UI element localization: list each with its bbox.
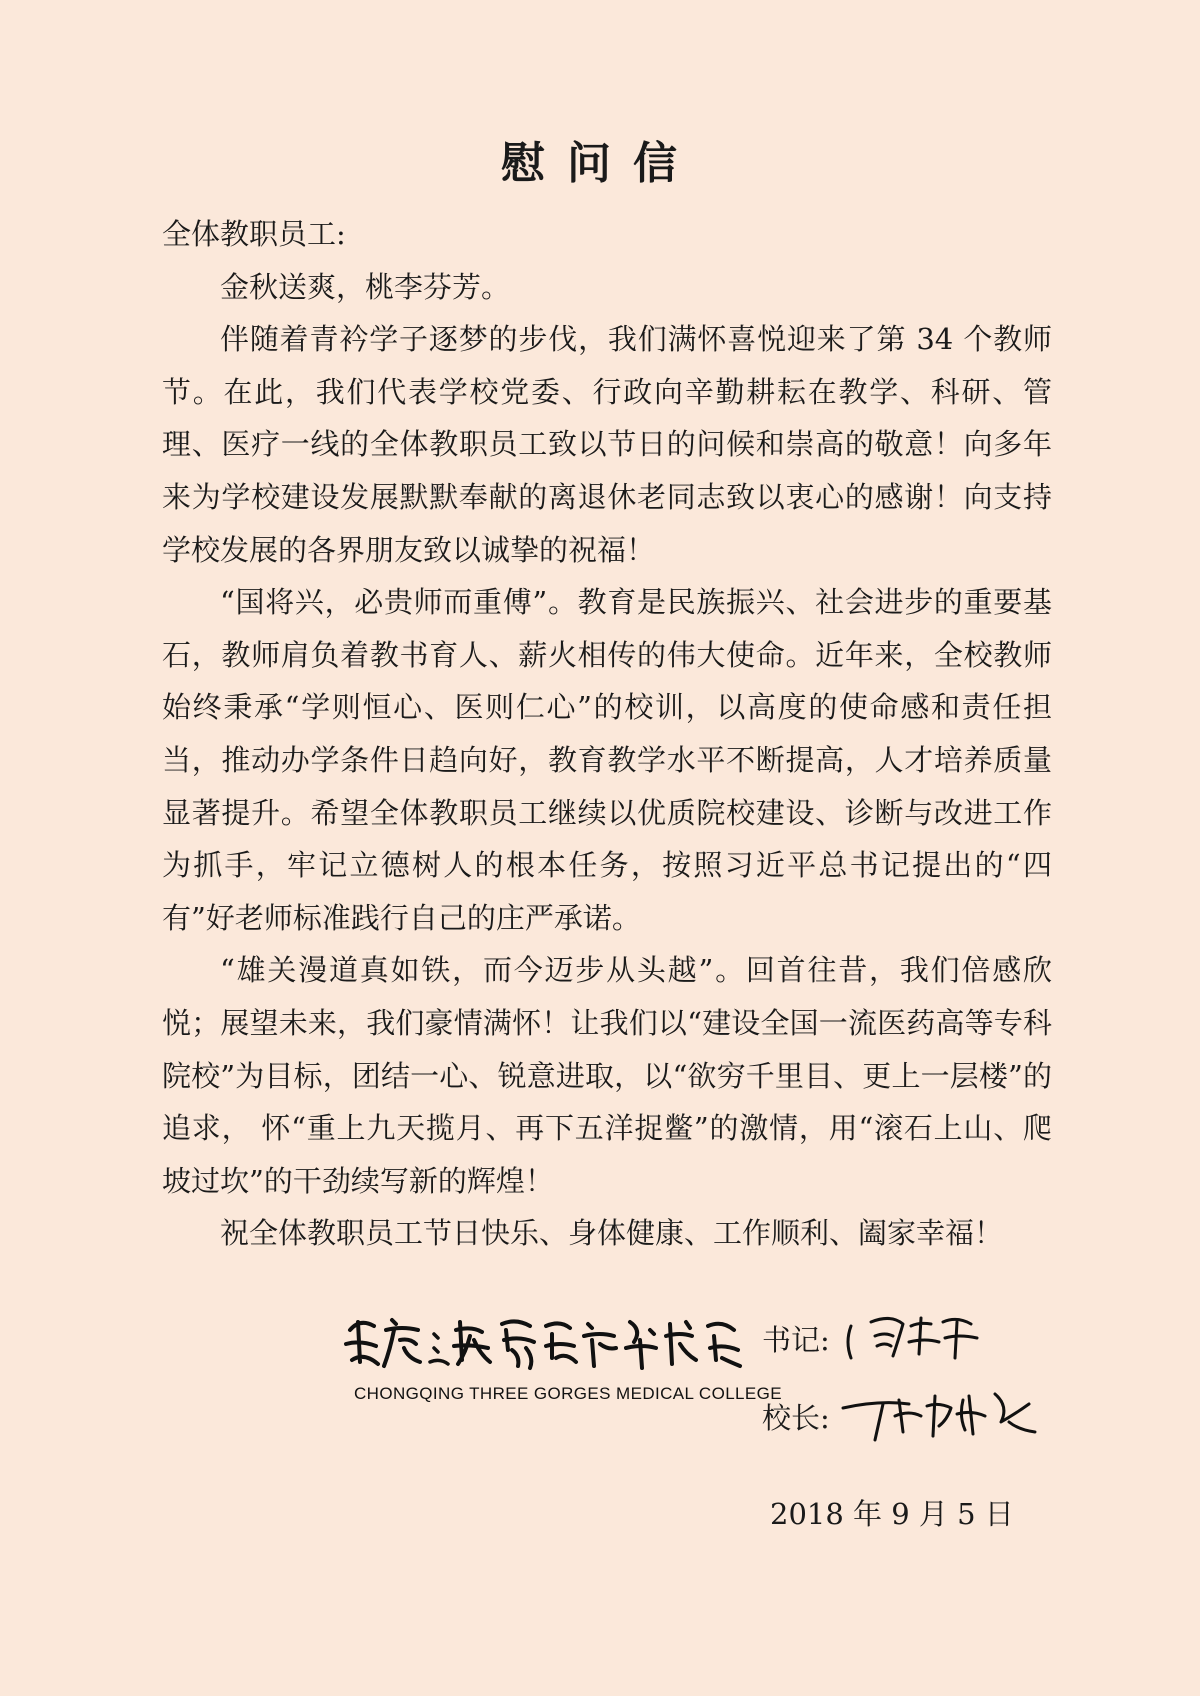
letter-body [162,208,1052,1260]
greeting: 金秋送爽，桃李芬芳。 [220,269,511,304]
principal-signature [839,1386,1049,1446]
principal-signature-row [762,1386,1049,1446]
principal-label: 校长: [762,1400,830,1435]
signature-area [330,1300,1080,1440]
college-calligraphy-logo [330,1300,750,1380]
paragraph-1: 伴随着青衿学子逐梦的步伐，我们满怀喜悦迎来了第 34 个教师节。在此，我们代表学校党委、行政向辛勤耕耘在教学、科研、管理、医疗一线的全体教职员工致以节日的问候和崇高的敬意！向多年来为学校建设发展默默奉献的离退休老同志致以衷心的感谢！向支持学校发展的各界朋友致以诚挚的祝福！ [162,322,1052,567]
letter-date: 2018 年 9 月 5 日 [770,1497,1014,1531]
college-english-name: CHONGQING THREE GORGES MEDICAL COLLEGE [354,1384,782,1403]
closing-blessing: 祝全体教职员工节日快乐、身体健康、工作顺利、阖家幸福！ [220,1216,1004,1251]
secretary-signature [839,1308,989,1368]
secretary-label: 书记: [762,1322,830,1357]
college-seal [330,1300,782,1410]
salutation: 全体教职员工: [162,217,346,251]
paragraph-2: “国将兴，必贵师而重傅”。教育是民族振兴、社会进步的重要基石，教师肩负着教书育人、薪火相传的伟大使命。近年来，全校教师始终秉承“学则恒心、医则仁心”的校训，以高度的使命感和责任担当，推动办学条件日趋向好，教育教学水平不断提高，人才培养质量显著提升。希望全体教职员工继续以优质院校建设、诊断与改进工作为抓手，牢记立德树人的根本任务，按照习近平总书记提出的“四有”好老师标准践行自己的庄严承诺。 [162,585,1052,935]
paragraph-3: “雄关漫道真如铁，而今迈步从头越”。回首往昔，我们倍感欣悦；展望未来，我们豪情满怀！让我们以“建设全国一流医药高等专科院校”为目标，团结一心、锐意进取，以“欲穷千里目、更上一层楼”的追求， 怀“重上九天揽月、再下五洋捉鳖”的激情，用“滚石上山、爬坡过坎”的干劲续写新的辉煌！ [162,953,1052,1198]
letter-title: 慰问信 [501,138,699,189]
secretary-signature-row [762,1308,989,1368]
